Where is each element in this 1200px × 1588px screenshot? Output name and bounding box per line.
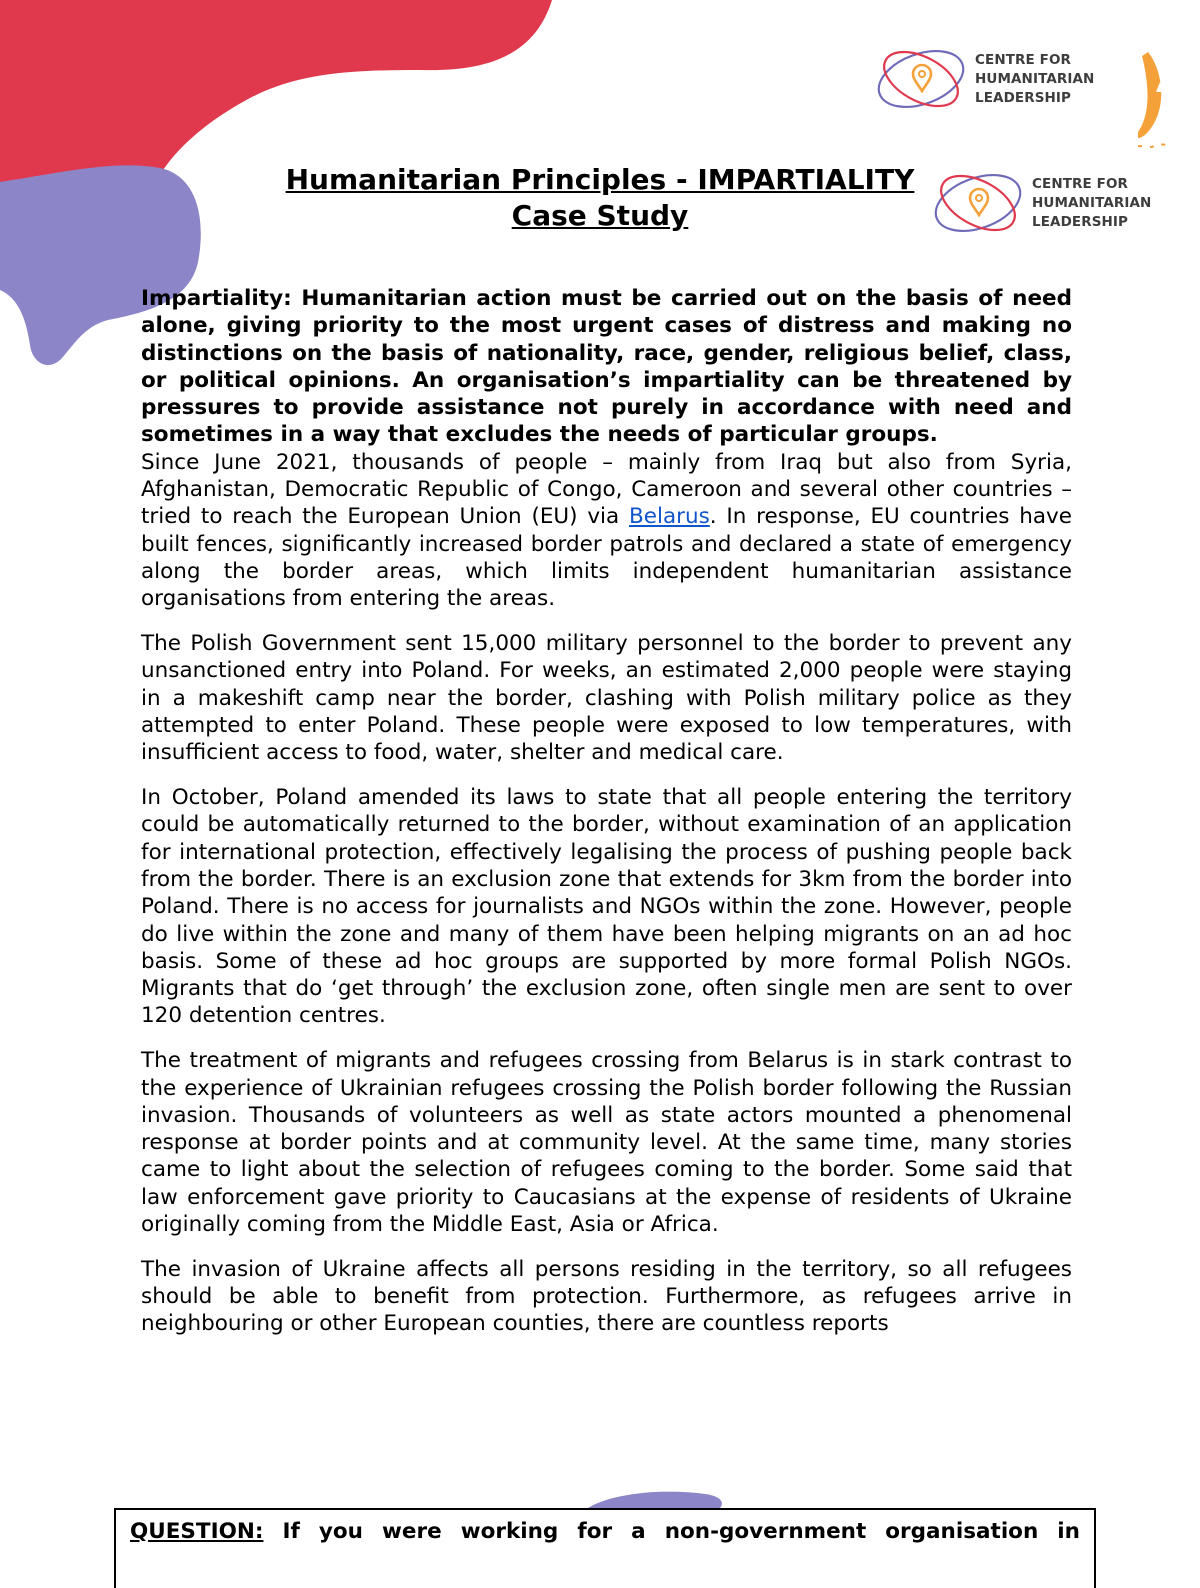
orange-arc-shape bbox=[1138, 52, 1200, 152]
logo-line-3: LEADERSHIP bbox=[975, 89, 1072, 106]
logo-wordmark bbox=[975, 51, 1094, 108]
paragraph-1-text-a: Since June 2021, thousands of people – mainly from Iraq but also from Syria, Afghanistan, Democratic Republic of Congo, Cameroon and several other countries – tried to reach the European Union (EU) via bbox=[141, 449, 1072, 530]
impartiality-definition: Impartiality: Humanitarian action must be carried out on the basis of need alone, giving priority to the most urgent cases of distress and making no distinctions on the basis of nationality, race, gender, religious belief, class, or political opinions. An organisation’s impartiality can be threatened by pressures to provide assistance not purely in accordance with need and sometimes in a way that excludes the needs of particular groups. bbox=[141, 286, 1072, 448]
belarus-link[interactable]: Belarus bbox=[629, 504, 710, 530]
logo-line-2: HUMANITARIAN bbox=[1032, 194, 1152, 211]
paragraph-5: The invasion of Ukraine affects all persons residing in the territory, so all refugees should be able to benefit from protection. Furthermore, as refugees arrive in neighbouring or other European counties, there are countless reports bbox=[141, 1256, 1072, 1337]
logo-line-1: CENTRE FOR bbox=[975, 51, 1072, 68]
logo-wordmark bbox=[1032, 175, 1151, 232]
paragraph-1-text-b: . In response, EU countries have built fences, significantly increased border patrols and declared a state of emergency along the border areas, which limits independent humanitarian assistance organisations from entering the areas. bbox=[141, 504, 1072, 612]
paragraph-2: The Polish Government sent 15,000 military personnel to the border to prevent any unsanctioned entry into Poland. For weeks, an estimated 2,000 people were staying in a makeshift camp near the border, clashing with Polish military police as they attempted to enter Poland. These people were exposed to low temperatures, with insufficient access to food, water, shelter and medical care. bbox=[141, 631, 1072, 766]
location-pin-orbit-icon bbox=[873, 44, 969, 114]
question-text: If you were working for a non-government organisation in bbox=[263, 1519, 1080, 1544]
logo-line-3: LEADERSHIP bbox=[1032, 213, 1129, 230]
question-label: QUESTION: bbox=[130, 1519, 264, 1544]
document-body bbox=[141, 285, 1072, 1355]
paragraph-4: The treatment of migrants and refugees crossing from Belarus is in stark contrast to the experience of Ukrainian refugees crossing the Polish border following the Russian invasion. Thousands of volunteers as well as state actors mounted a phenomenal response at border points and at community level. At the same time, many stories came to light about the selection of refugees coming to the border. Some said that law enforcement gave priority to Caucasians at the expense of residents of Ukraine originally coming from the Middle East, Asia or Africa. bbox=[141, 1048, 1072, 1237]
title-line-1: Humanitarian Principles - IMPARTIALITY bbox=[285, 163, 915, 196]
logo-line-1: CENTRE FOR bbox=[1032, 175, 1129, 192]
paragraph-3: In October, Poland amended its laws to state that all people entering the territory could be automatically returned to the border, without examination of an application for international protection, effectively legalising the process of pushing people back from the border. There is an exclusion zone that extends for 3km from the border into Poland. There is no access for journalists and NGOs within the zone. However, people do live within the zone and many of them have been helping migrants on an ad hoc basis. Some of these ad hoc groups are supported by more formal Polish NGOs. Migrants that do ‘get through’ the exclusion zone, often single men are sent to over 120 detention centres. bbox=[141, 785, 1072, 1029]
document-title bbox=[200, 162, 1000, 234]
title-line-2: Case Study bbox=[511, 199, 689, 232]
organisation-logo bbox=[873, 44, 1094, 114]
question-box bbox=[114, 1508, 1096, 1588]
paragraph-1 bbox=[141, 449, 1072, 613]
logo-line-2: HUMANITARIAN bbox=[975, 70, 1095, 87]
